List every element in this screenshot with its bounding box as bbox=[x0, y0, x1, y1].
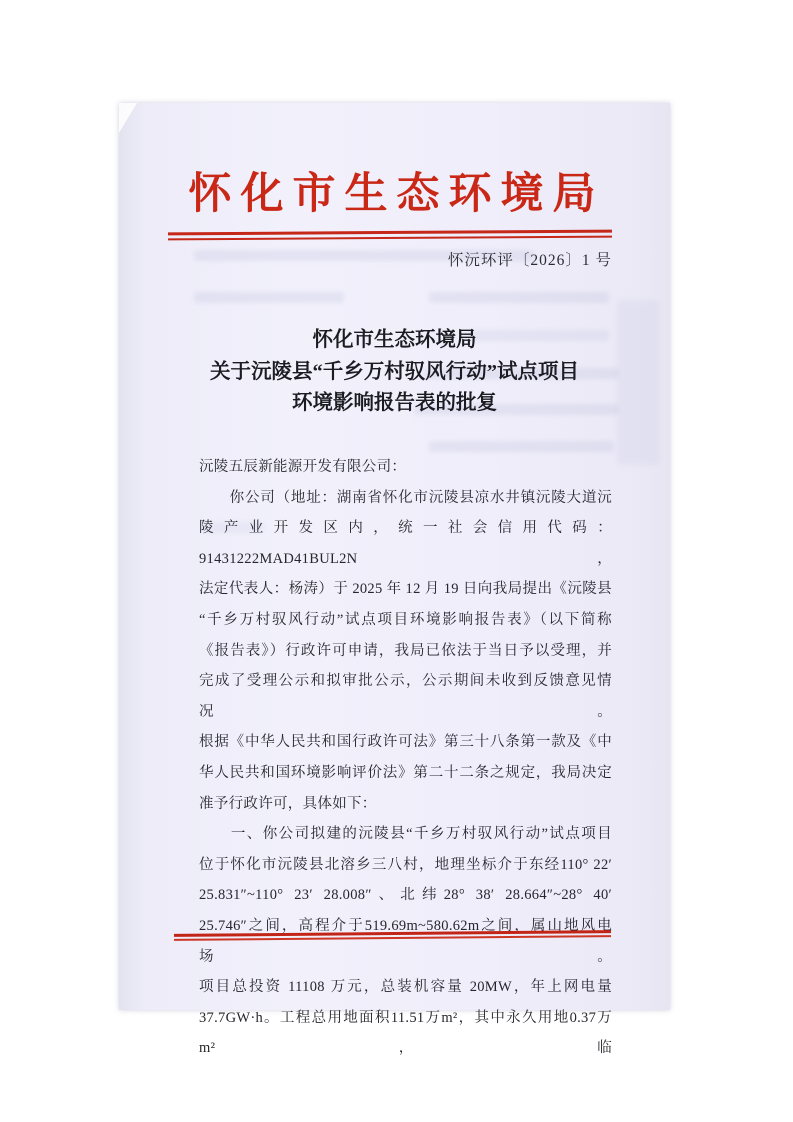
document-title-line: 怀化市生态环境局 bbox=[312, 329, 477, 351]
body-line: 25.831″~110° 23′ 28.008″、北纬28° 38′ 28.664″~28° 40′ bbox=[199, 887, 612, 904]
bleed-through-artifact bbox=[429, 292, 609, 303]
body-line: “千乡万村驭风行动”试点项目环境影响报告表》（以下简称 bbox=[199, 611, 612, 628]
bleed-through-artifact bbox=[194, 292, 344, 303]
body-line: 《报告表》）行政许可申请，我局已依法于当日予以受理，并 bbox=[199, 642, 612, 659]
body-line: 25.746″之间，高程介于519.69m~580.62m之间，属山地风电场。 bbox=[199, 917, 612, 965]
document-page bbox=[119, 103, 670, 1057]
body-line: 根据《中华人民共和国行政许可法》第三十八条第一款及《中 bbox=[199, 734, 612, 751]
body-line: 法定代表人：杨涛）于 2025 年 12 月 19 日向我局提出《沅陵县 bbox=[199, 581, 612, 598]
body-line: 项目总投资 11108 万元，总装机容量 20MW，年上网电量 bbox=[199, 979, 612, 996]
body-line: 位于怀化市沅陵县北溶乡三八村，地理坐标介于东经110° 22′ bbox=[199, 856, 612, 873]
body-line: 陵产业开发区内，统一社会信用代码：91431222MAD41BUL2N， bbox=[199, 520, 612, 567]
agency-letterhead-title: 怀化市生态环境局 bbox=[188, 171, 605, 218]
body-line: 一、你公司拟建的沅陵县“千乡万村驭风行动”试点项目 bbox=[199, 826, 612, 843]
body-line: 37.7GW·h。工程总用地面积11.51万m²，其中永久用地0.37万m²，临 bbox=[199, 1009, 612, 1057]
page-corner-fold bbox=[119, 103, 137, 133]
document-title-line: 环境影响报告表的批复 bbox=[292, 392, 497, 414]
body-line: 沅陵五辰新能源开发有限公司： bbox=[199, 459, 407, 475]
document-number: 怀沅环评〔2026〕1 号 bbox=[447, 252, 612, 269]
document-title-line: 关于沅陵县“千乡万村驭风行动”试点项目 bbox=[210, 360, 579, 383]
letterhead-double-rule bbox=[168, 230, 612, 241]
body-line: 准予行政许可，具体如下： bbox=[199, 795, 377, 812]
body-line: 完成了受理公示和拟审批公示，公示期间未收到反馈意见情况。 bbox=[199, 673, 612, 720]
body-line: 你公司（地址：湖南省怀化市沅陵县凉水井镇沅陵大道沅 bbox=[199, 489, 612, 506]
document-title bbox=[119, 325, 670, 420]
bleed-through-artifact bbox=[429, 441, 614, 452]
document-body bbox=[199, 452, 612, 1064]
body-line: 华人民共和国环境影响评价法》第二十二条之规定，我局决定 bbox=[199, 764, 612, 781]
